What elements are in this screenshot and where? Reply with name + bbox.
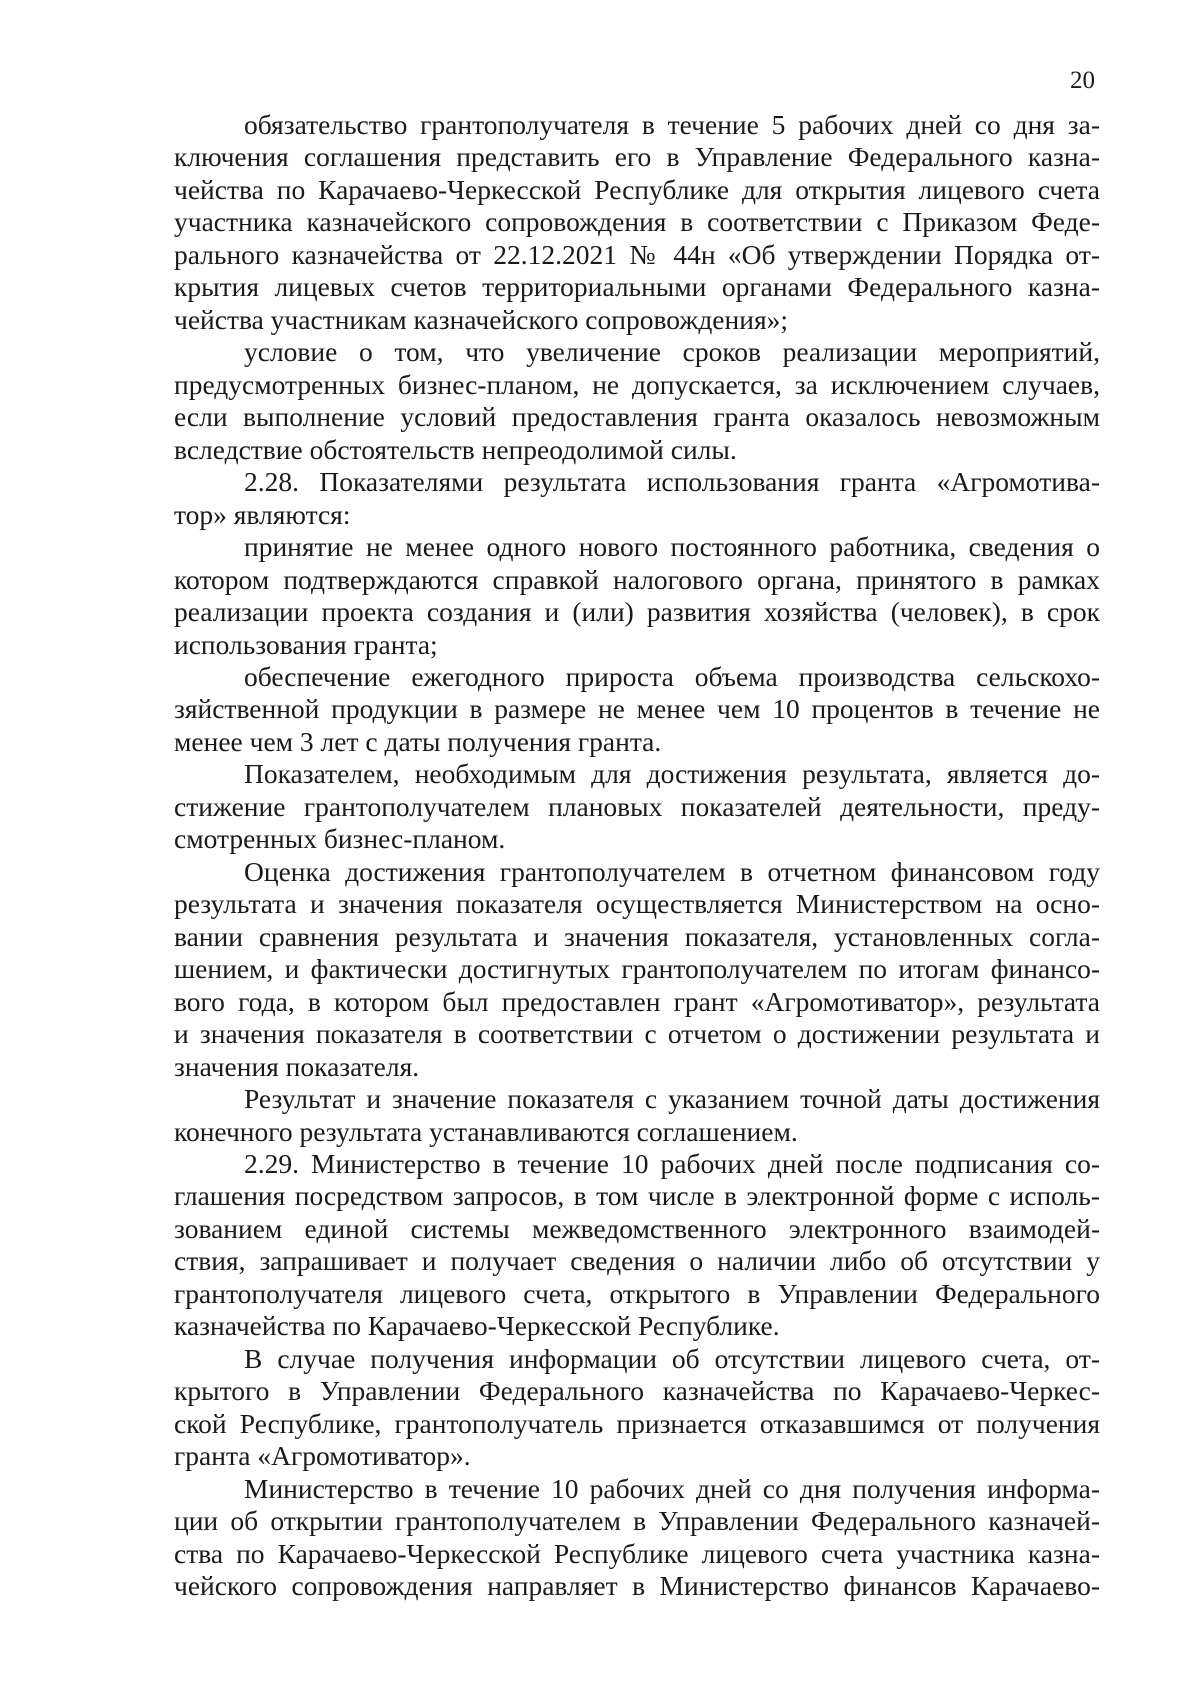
- text-line: 2.29. Министерство в течение 10 рабочих дней после подписания со-: [244, 1148, 1100, 1179]
- text-line: результата и значения показателя осуществляется Министерством на осно-: [174, 888, 1100, 920]
- text-line: 2.28. Показателями результата использования гранта «Агромотива-: [244, 466, 1100, 498]
- text-line: чейского сопровождения направляет в Министерство финансов Карачаево-: [174, 1570, 1100, 1602]
- text-line: котором подтверждаются справкой налогового органа, принятого в рамках: [174, 563, 1100, 595]
- text-line: Министерство в течение 10 рабочих дней со дня получения информа-: [244, 1472, 1100, 1504]
- text-line: грантополучателя лицевого счета, открытого в Управлении Федерального: [174, 1277, 1100, 1309]
- text-line: реализации проекта создания и (или) развития хозяйства (человек), в срок: [174, 596, 1100, 628]
- text-line: участника казначейского сопровождения в соответствии с Приказом Феде-: [174, 206, 1100, 238]
- text-line: ской Республике, грантополучатель признается отказавшимся от получения: [174, 1407, 1100, 1439]
- document-body: [174, 109, 1100, 1603]
- text-line: обязательство грантополучателя в течение 5 рабочих дней со дня за-: [244, 109, 1100, 140]
- text-line: казначейства по Карачаево-Черкесской Республике.: [174, 1310, 780, 1342]
- text-line: крытого в Управлении Федерального казначейства по Карачаево-Черкес-: [174, 1375, 1100, 1407]
- page-number: 20: [1070, 67, 1095, 94]
- text-line: ствия, запрашивает и получает сведения о наличии либо об отсутствии у: [174, 1245, 1100, 1277]
- text-line: чейства участникам казначейского сопровождения»;: [174, 303, 788, 335]
- text-line: ции об открытии грантополучателем в Управлении Федерального казначей-: [174, 1505, 1100, 1537]
- text-line: Оценка достижения грантополучателем в отчетном финансовом году: [244, 855, 1100, 887]
- text-line: зяйственной продукции в размере не менее чем 10 процентов в течение не: [174, 693, 1100, 725]
- text-line: гранта «Агромотиватор».: [174, 1440, 471, 1472]
- text-line: предусмотренных бизнес-планом, не допускается, за исключением случаев,: [174, 368, 1100, 400]
- text-line: ключения соглашения представить его в Управление Федерального казна-: [174, 141, 1100, 173]
- text-line: глашения посредством запросов, в том числе в электронной форме с исполь-: [174, 1180, 1100, 1212]
- text-line: Результат и значение показателя с указанием точной даты достижения: [244, 1083, 1100, 1115]
- text-line: менее чем 3 лет с даты получения гранта.: [174, 725, 662, 757]
- text-line: ства по Карачаево-Черкесской Республике лицевого счета участника казна-: [174, 1537, 1100, 1569]
- text-line: конечного результата устанавливаются соглашением.: [174, 1115, 798, 1147]
- text-line: крытия лицевых счетов территориальными органами Федерального казна-: [174, 271, 1100, 303]
- text-line: условие о том, что увеличение сроков реализации мероприятий,: [244, 336, 1100, 368]
- text-line: вании сравнения результата и значения показателя, установленных согла-: [174, 920, 1100, 952]
- text-line: обеспечение ежегодного прироста объема производства сельскохо-: [244, 660, 1100, 692]
- text-line: вого года, в котором был предоставлен грант «Агромотиватор», результата: [174, 985, 1100, 1017]
- text-line: использования гранта;: [174, 628, 438, 660]
- text-line: если выполнение условий предоставления гранта оказалось невозможным: [174, 401, 1100, 433]
- text-line: тор» являются:: [174, 498, 351, 530]
- text-line: шением, и фактически достигнутых грантополучателем по итогам финансо-: [174, 953, 1100, 985]
- text-line: рального казначейства от 22.12.2021 № 44н «Об утверждении Порядка от-: [174, 238, 1100, 270]
- text-line: чейства по Карачаево-Черкесской Республике для открытия лицевого счета: [174, 173, 1100, 205]
- text-line: смотренных бизнес-планом.: [174, 823, 506, 855]
- text-line: принятие не менее одного нового постоянного работника, сведения о: [244, 531, 1100, 563]
- text-line: и значения показателя в соответствии с отчетом о достижении результата и: [174, 1018, 1100, 1050]
- text-line: вследствие обстоятельств непреодолимой силы.: [174, 433, 737, 465]
- text-line: значения показателя.: [174, 1050, 420, 1082]
- text-line: В случае получения информации об отсутствии лицевого счета, от-: [244, 1342, 1100, 1374]
- text-line: стижение грантополучателем плановых показателей деятельности, преду-: [174, 790, 1100, 822]
- text-line: Показателем, необходимым для достижения результата, является до-: [244, 758, 1100, 790]
- text-line: зованием единой системы межведомственного электронного взаимодей-: [174, 1212, 1100, 1244]
